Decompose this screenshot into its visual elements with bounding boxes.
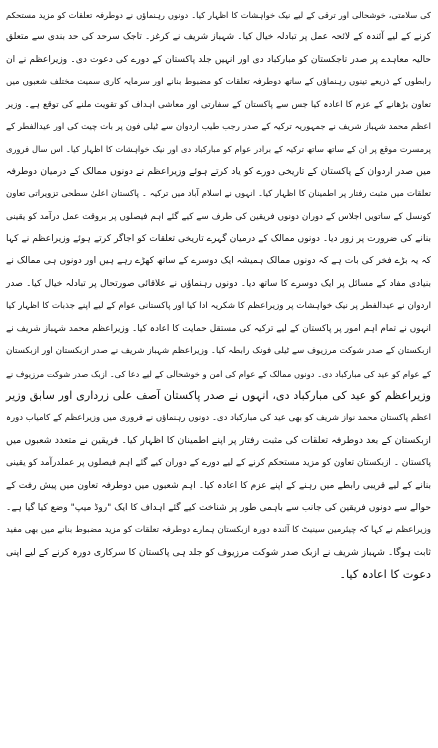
article-line: تعاون بڑھانے کے عزم کا اعادہ کیا جس سے پاکستان کے سفارتی اور معاشی اہداف کو تقویت ملنے کی توقع ہے۔ وزیر — [6, 99, 431, 110]
article-line: حوالے سے دونوں فریقین کی جانب سے باہمی طور پر شناخت کیے گئے اہداف کا ایک "روڈ میپ" وضع کیا گیا ہے۔ — [6, 502, 431, 513]
article-line: دعوت کا اعادہ کیا۔ — [339, 568, 431, 582]
article-line: کی سلامتی، خوشحالی اور ترقی کے لیے نیک خواہشات کا اظہار کیا۔ دونوں رہنماؤں نے دوطرفہ تعلقات کو مزید مستحکم — [6, 10, 431, 20]
article-line: انہوں نے تمام اہم امور پر پاکستان کے لیے ترکیہ کی مستقل حمایت کا اعادہ کیا۔ وزیراعظم محمد شہباز شریف نے — [6, 323, 431, 334]
article-line: کونسل کے ساتویں اجلاس کے دوران دونوں فریقین کی طرف سے کیے گئے اہم فیصلوں پر بروقت عمل درآمد کو یقینی — [6, 211, 431, 222]
article-line: ازبکستان کے صدر شوکت مرزیوف سے ٹیلی فونک رابطہ کیا۔ وزیراعظم شہباز شریف نے صدر ازبکستان اور ازبکستان — [6, 346, 431, 357]
article-line: وزیراعظم نے کہا کہ چیئرمین سینیٹ کا آئندہ دورہ ازبکستان ہمارے دوطرفہ تعلقات کو مزید مضبوط بنانے میں بھی مفید — [6, 525, 431, 536]
article-body — [6, 4, 431, 587]
article-line: اردوان نے عیدالفطر پر نیک خواہشات پر وزیراعظم کا شکریہ ادا کیا اور پاکستانی عوام کے لیے اپنے جذبات کا اظہار کیا — [6, 301, 431, 312]
article-line: بنانے کے لیے قریبی رابطے میں رہنے کے اپنے عزم کا اعادہ کیا۔ اہم شعبوں میں دوطرفہ تعاون میں پیش رفت کے — [6, 480, 431, 491]
article-line: رابطوں کے ذریعے تینوں رہنماؤں کے ساتھ دوطرفہ تعلقات کو مضبوط بنانے اور سرمایہ کاری سمیت مختلف شعبوں میں — [6, 77, 431, 88]
article-line: ثابت ہوگا۔ شہباز شریف نے ازبک صدر شوکت مرزیوف کو جلد ہی پاکستان کا سرکاری دورہ کرنے کے لیے اپنی — [6, 546, 431, 558]
article-line: کہ یہ بڑے فخر کی بات ہے کہ دونوں ممالک ہمیشہ ایک دوسرے کے ساتھ کھڑے رہے ہیں اور دونوں ہی ممالک نے — [6, 256, 431, 267]
article-line: اعظم پاکستان محمد نواز شریف کو بھی عید کی مبارکباد دی۔ دونوں رہنماؤں نے فروری میں وزیراعظم کے کامیاب دورہ — [6, 413, 431, 424]
article-line: کرنے کے لیے آئندہ کے لائحہ عمل پر تبادلہ خیال کیا۔ شہباز شریف نے کرغز۔ تاجک سرحد کی حد بندی سے متعلق — [6, 32, 431, 43]
article-line: وزیراعظم کو عید کی مبارکباد دی، انہوں نے صدر پاکستان آصف علی زرداری اور سابق وزیر — [6, 388, 431, 402]
article-line: بنیادی مفاد کے مسائل پر ایک دوسرے کا ساتھ دیا۔ دونوں رہنماؤں نے علاقائی صورتحال پر تبادلہ خیال کیا۔ صدر — [6, 278, 431, 289]
article-line: تعلقات میں مثبت رفتار پر اطمینان کا اظہار کیا۔ انہوں نے اسلام آباد میں ترکیہ ۔ پاکستان اعلیٰ سطحی تزویراتی تعاون — [6, 189, 431, 200]
article-line: کے عوام کو عید کی مبارکباد دی۔ دونوں ممالک کے عوام کی امن و خوشحالی کے لیے دعا کی۔ ازبک صدر شوکت مرزیوف نے — [6, 368, 431, 379]
article-line: میں صدر اردوان کے پاکستان کے تاریخی دورے کو یاد کرتے ہوئے وزیراعظم نے دونوں ممالک کے درمیان دوطرفہ — [6, 165, 431, 177]
article-line: ازبکستان کے بعد دوطرفہ تعلقات کی مثبت رفتار پر اپنے اطمینان کا اظہار کیا۔ فریقین نے متعدد شعبوں میں — [6, 434, 431, 446]
article-line: پرمسرت موقع پر ان کے ساتھ ساتھ ترکیہ کے برادر عوام کو مبارکباد دی اور نیک خواہشات کا اظہار کیا۔ اس سال فروری — [6, 144, 431, 155]
article-line: حالیہ معاہدے پر صدر تاجکستان کو مبارکباد دی اور انہیں جلد پاکستان کے دورے کی دعوت دی۔ وزیراعظم نے ان — [6, 54, 431, 65]
article-line: پاکستان ۔ ازبکستان تعاون کو مزید مستحکم کرنے کے لیے دورے کے دوران کیے گئے اہم فیصلوں پر عملدرآمد کو یقینی — [6, 458, 431, 469]
article-line: بنانے کی ضرورت پر زور دیا۔ دونوں ممالک کے درمیان گہرے تاریخی تعلقات کو اجاگر کرتے ہوئے وزیراعظم نے کہا — [6, 234, 431, 245]
article-line: اعظم محمد شہباز شریف نے جمہوریہ ترکیہ کے صدر رجب طیب اردوان سے ٹیلی فون پر بات چیت کی اور عیدالفطر کے — [6, 122, 431, 133]
